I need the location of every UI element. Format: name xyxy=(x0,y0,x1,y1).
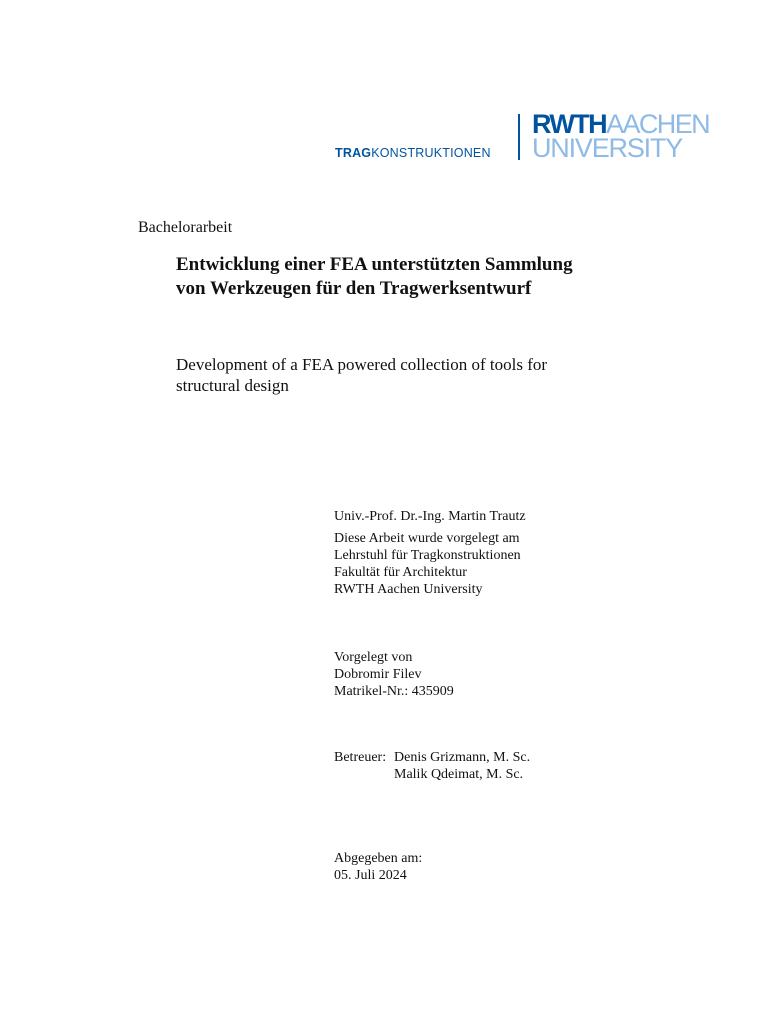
submission-info xyxy=(334,530,521,598)
supervisor-row xyxy=(334,749,530,766)
submission-info-line: Lehrstuhl für Tragkonstruktionen xyxy=(334,548,521,563)
supervisor-name: Denis Grizmann, M. Sc. xyxy=(394,750,531,765)
submission-info-line: RWTH Aachen University xyxy=(334,582,483,597)
submission-date-block xyxy=(334,850,422,884)
title-english-line: structural design xyxy=(176,376,289,395)
submission-info-line: Diese Arbeit wurde vorgelegt am xyxy=(334,531,520,546)
rwth-logo-rwth: RWTH xyxy=(532,109,607,139)
author-block xyxy=(334,649,454,700)
title-german-line: Entwicklung einer FEA unterstützten Sammlung xyxy=(176,254,573,275)
rwth-aachen-logo xyxy=(532,109,710,163)
trag-logo-bold: TRAG xyxy=(335,146,372,160)
author-name: Dobromir Filev xyxy=(334,667,422,682)
supervisors-label: Betreuer: xyxy=(334,750,387,765)
submitted-label: Abgegeben am: xyxy=(334,851,423,866)
tragkonstruktionen-logo xyxy=(335,145,491,161)
supervisor-name: Malik Qdeimat, M. Sc. xyxy=(394,767,524,782)
author-label: Vorgelegt von xyxy=(334,650,413,665)
title-english-line: Development of a FEA powered collection of tools for xyxy=(176,355,548,374)
logo-divider xyxy=(518,114,520,160)
author-matrikel: Matrikel-Nr.: 435909 xyxy=(334,684,454,699)
professor: Univ.-Prof. Dr.-Ing. Martin Trautz xyxy=(334,509,526,524)
trag-logo-regular: KONSTRUKTIONEN xyxy=(371,146,491,160)
thesis-type: Bachelorarbeit xyxy=(138,219,233,236)
supervisors-block xyxy=(334,749,530,783)
rwth-logo-university: UNIVERSITY xyxy=(532,133,683,163)
submission-info-line: Fakultät für Architektur xyxy=(334,565,467,580)
submitted-date: 05. Juli 2024 xyxy=(334,868,407,883)
supervisor-row xyxy=(334,766,530,783)
title-english xyxy=(176,354,696,396)
supervisors-label-spacer xyxy=(334,766,394,783)
title-german xyxy=(176,253,696,301)
rwth-logo-aachen: AACHEN xyxy=(606,109,710,139)
title-german-line: von Werkzeugen für den Tragwerksentwurf xyxy=(176,278,532,299)
